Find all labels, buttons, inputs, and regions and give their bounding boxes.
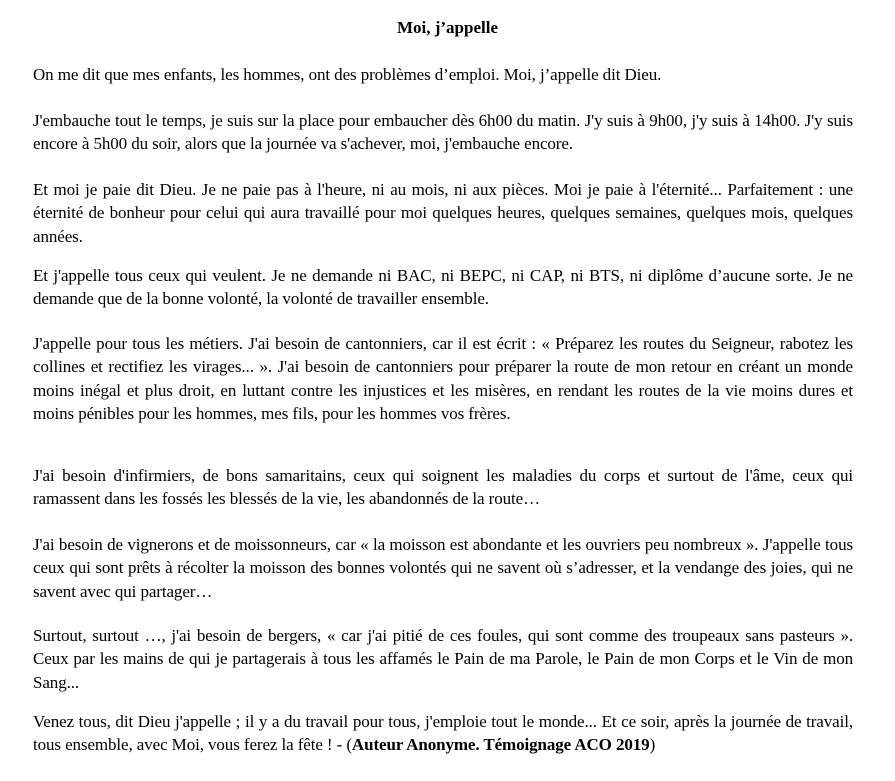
paragraph-4: Et j'appelle tous ceux qui veulent. Je ne demande ni BAC, ni BEPC, ni CAP, ni BTS, ni diplôme d’aucune sorte. Je ne demande que de la bonne volonté, la volonté de travailler ensemble.	[33, 266, 853, 309]
closing-end: )	[649, 735, 656, 755]
paragraph-8: Surtout, surtout …, j'ai besoin de bergers, « car j'ai pitié de ces foules, qui sont comme des troupeaux sans pasteurs ». Ceux par les mains de qui je partagerais à tous les affamés le Pain de ma Parole, le Pain de mon Corps et le Vin de mon Sang...	[33, 626, 853, 692]
paragraph-1: On me dit que mes enfants, les hommes, ont des problèmes d’emploi. Moi, j’appelle dit Dieu.	[33, 65, 662, 84]
paragraph-5: J'appelle pour tous les métiers. J'ai besoin de cantonniers, car il est écrit : « Préparez les routes du Seigneur, rabotez les collines et rectifiez les virages... ». J'ai besoin de cantonniers pour préparer la route de mon retour en créant un monde moins inégal et plus droit, en luttant contre les injustices et les misères, en rendant les routes de la vie moins dures et moins pénibles pour les hommes, mes fils, pour les hommes vos frères.	[33, 334, 853, 423]
paragraph-7: J'ai besoin de vignerons et de moissonneurs, car « la moisson est abondante et les ouvriers peu nombreux ». J'appelle tous ceux qui sont prêts à récolter la moisson des bonnes volontés qui ne savent où s’adresser, et la vendange des joies, qui ne savent avec qui partager…	[33, 535, 853, 601]
paragraph-2: J'embauche tout le temps, je suis sur la place pour embaucher dès 6h00 du matin. J'y suis à 9h00, j'y suis à 14h00. J'y suis encore à 5h00 du soir, alors que la journée va s'achever, moi, j'embauche encore.	[33, 111, 853, 154]
attribution: Auteur Anonyme. Témoignage ACO 2019	[351, 735, 650, 755]
document-title: Moi, j’appelle	[396, 18, 499, 37]
closing-text: Venez tous, dit Dieu j'appelle ; il y a du travail pour tous, j'emploie tout le monde... Et ce soir, après la journée de travail, tous ensemble, avec Moi, vous ferez la fête ! - (	[33, 712, 853, 755]
paragraph-3: Et moi je paie dit Dieu. Je ne paie pas à l'heure, ni au mois, ni aux pièces. Moi je paie à l'éternité... Parfaitement : une éternité de bonheur pour celui qui aura travaillé pour moi quelques heures, quelques semaines, quelques mois, quelques années.	[33, 180, 853, 246]
closing-paragraph	[33, 710, 853, 757]
paragraph-6: J'ai besoin d'infirmiers, de bons samaritains, ceux qui soignent les maladies du corps et surtout de l'âme, ceux qui ramassent dans les fossés les blessés de la vie, les abandonnés de la route…	[33, 466, 853, 509]
